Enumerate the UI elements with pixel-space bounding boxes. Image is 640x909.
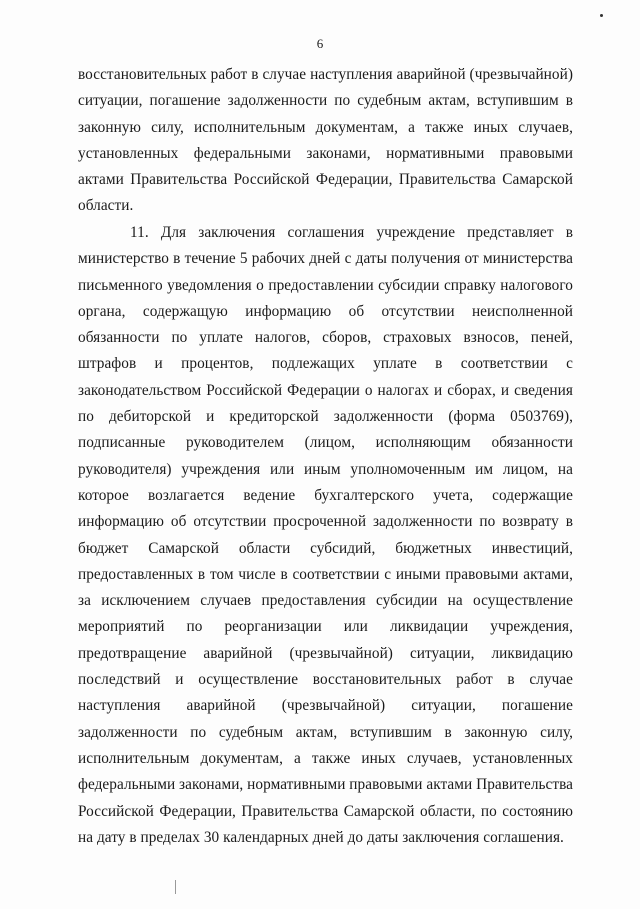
text-line: предоставленных в том числе в соответствии с иными правовыми актами,	[78, 565, 573, 583]
text-line: восстановительных работ в случае наступления аварийной (чрезвычайной)	[78, 66, 573, 83]
text-line: исполнительным документам, а также иных случаев, установленных	[78, 749, 573, 767]
text-line: штрафов и процентов, подлежащих уплате в соответствии с	[78, 355, 573, 373]
text-line: предотвращение аварийной (чрезвычайной) ситуации, ликвидацию	[78, 644, 573, 662]
text-line: 11. Для заключения соглашения учреждение представляет в	[130, 224, 573, 241]
text-line: бюджет Самарской области субсидий, бюджетных инвестиций,	[78, 539, 573, 557]
text-line: Российской Федерации, Правительства Самарской области, по состоянию	[78, 802, 573, 820]
text-line: установленных федеральными законами, нормативными правовыми	[78, 144, 573, 162]
text-line: министерство в течение 5 рабочих дней с даты получения от министерства	[78, 250, 573, 268]
text-line: актами Правительства Российской Федерации, Правительства Самарской	[78, 171, 573, 189]
text-line: органа, содержащую информацию об отсутствии неисполненной	[78, 302, 573, 320]
text-line: мероприятий по реорганизации или ликвидации учреждения,	[78, 618, 573, 636]
scan-mark	[175, 880, 176, 894]
text-line: за исключением случаев предоставления субсидии на осуществление	[78, 592, 573, 610]
text-line: руководителя) учреждения или иным уполномоченным им лицом, на	[78, 460, 573, 478]
text-line: подписанные руководителем (лицом, исполняющим обязанности	[78, 434, 573, 452]
text-line: наступления аварийной (чрезвычайной) ситуации, погашение	[78, 697, 573, 715]
text-line: письменного уведомления о предоставлении субсидии справку налогового	[78, 276, 573, 294]
text-line: законодательством Российской Федерации о налогах и сборах, и сведения	[78, 381, 573, 399]
text-line: информацию об отсутствии просроченной задолженности по возврату в	[78, 513, 573, 531]
text-line: задолженности по судебным актам, вступившим в законную силу,	[78, 723, 573, 741]
scan-speck	[600, 14, 603, 17]
text-line: на дату в пределах 30 календарных дней до даты заключения соглашения.	[78, 828, 564, 846]
text-line: по дебиторской и кредиторской задолженности (форма 0503769),	[78, 408, 573, 426]
paragraph-11	[78, 220, 573, 851]
text-line: области.	[78, 197, 134, 215]
text-line: обязанности по уплате налогов, сборов, страховых взносов, пеней,	[78, 329, 573, 347]
paragraph-continuation	[78, 62, 573, 220]
text-line: последствий и осуществление восстановительных работ в случае	[78, 671, 573, 689]
text-line: федеральными законами, нормативными правовыми актами Правительства	[78, 776, 574, 794]
page-number: 6	[316, 36, 324, 51]
text-line: законную силу, исполнительным документам, а также иных случаев,	[78, 118, 573, 136]
text-line: которое возлагается ведение бухгалтерского учета, содержащие	[78, 486, 573, 504]
text-line: ситуации, погашение задолженности по судебным актам, вступившим в	[78, 92, 573, 110]
